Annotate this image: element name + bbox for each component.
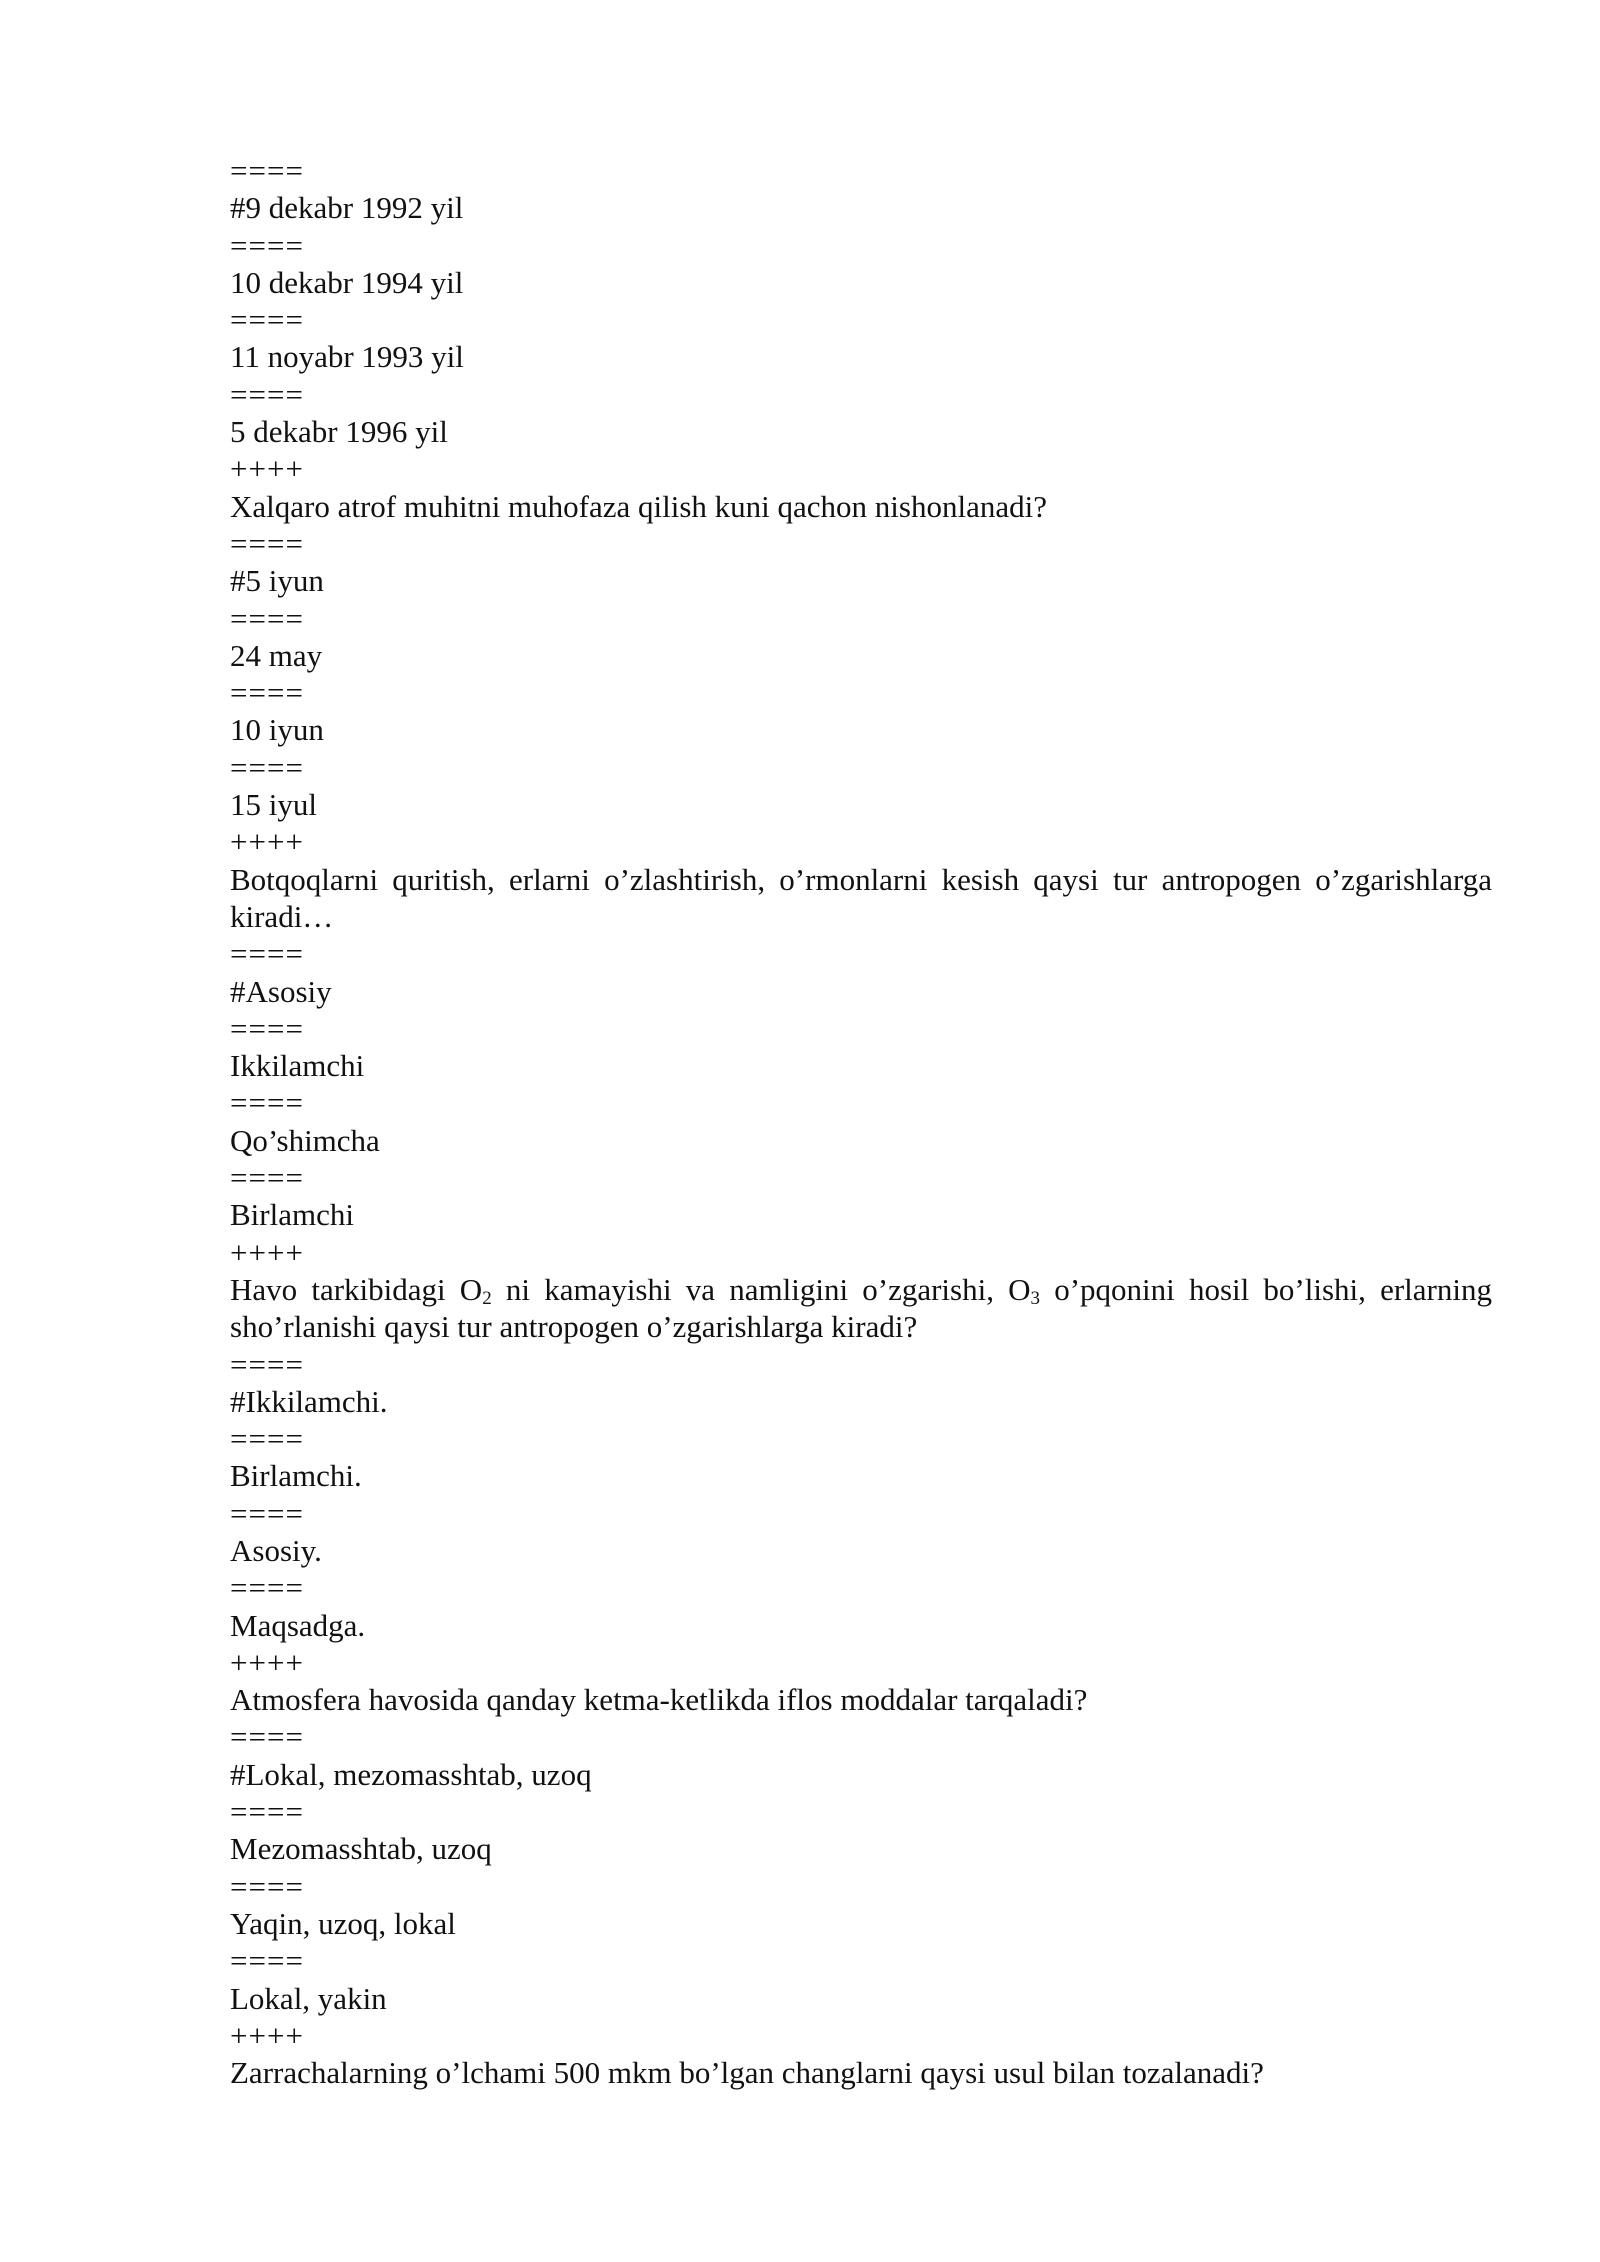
separator: ====: [230, 1868, 304, 1904]
answer-option: Asosiy.: [230, 1532, 322, 1568]
subscript-number: 3: [1030, 1287, 1041, 1309]
separator: ====: [230, 376, 304, 412]
answer-option: #Lokal, mezomasshtab, uzoq: [230, 1756, 592, 1792]
question-text: Zarrachalarning o’lchami 500 mkm bo’lgan changlarni qaysi usul bilan tozalanadi?: [230, 2055, 1264, 2091]
answer-option: 24 may: [230, 637, 323, 673]
answer-option: Yaqin, uzoq, lokal: [230, 1905, 456, 1941]
separator: ====: [230, 1421, 304, 1457]
separator: ====: [230, 1495, 304, 1531]
question-text: Xalqaro atrof muhitni muhofaza qilish kuni qachon nishonlanadi?: [230, 488, 1047, 524]
answer-option: 10 dekabr 1994 yil: [230, 264, 464, 300]
separator: ====: [230, 227, 304, 263]
question-separator: ++++: [230, 1234, 304, 1270]
question-separator: ++++: [230, 451, 304, 487]
question-separator: ++++: [230, 1644, 304, 1680]
answer-option: #5 iyun: [230, 563, 324, 599]
question-text-part: Havo tarkibidagi O: [230, 1271, 483, 1307]
answer-option: #9 dekabr 1992 yil: [230, 190, 464, 226]
separator: ====: [230, 153, 304, 188]
answer-option: Maqsadga.: [230, 1607, 366, 1643]
subscript-number: 2: [482, 1287, 492, 1309]
separator: ====: [230, 1010, 304, 1046]
answer-option: 10 iyun: [230, 712, 324, 748]
question-text-part: o’pqonini hosil bo’lishi, erlarning sho’rlanishi qaysi tur antropogen o’zgarishlarga kiradi?: [230, 1271, 1500, 1345]
answer-option: Ikkilamchi: [230, 1048, 365, 1084]
separator: ====: [230, 936, 304, 972]
question-separator: ++++: [230, 824, 304, 860]
question-separator: ++++: [230, 2017, 304, 2053]
document-body: [230, 152, 1500, 2091]
separator: ====: [230, 1943, 304, 1979]
separator: ====: [230, 1719, 304, 1755]
question-text-part: ni kamayishi va namligini o’zgarishi, O: [491, 1271, 1031, 1307]
question-text: [230, 1271, 1500, 1346]
question-text: Atmosfera havosida qanday ketma-ketlikda iflos moddalar tarqaladi?: [230, 1682, 1088, 1718]
answer-option: Qo’shimcha: [230, 1122, 380, 1158]
answer-option: 15 iyul: [230, 787, 317, 823]
separator: ====: [230, 1794, 304, 1830]
separator: ====: [230, 302, 304, 338]
answer-option: 5 dekabr 1996 yil: [230, 414, 448, 450]
answer-option: Birlamchi: [230, 1197, 354, 1233]
separator: ====: [230, 749, 304, 785]
answer-option: Lokal, yakin: [230, 1980, 387, 2016]
separator: ====: [230, 1346, 304, 1382]
answer-option: Birlamchi.: [230, 1458, 362, 1494]
separator: ====: [230, 1160, 304, 1196]
answer-option: #Ikkilamchi.: [230, 1383, 388, 1419]
answer-option: 11 noyabr 1993 yil: [230, 339, 464, 375]
separator: ====: [230, 675, 304, 711]
question-text: Botqoqlarni quritish, erlarni o’zlashtirish, o’rmonlarni kesish qaysi tur antropogen o’zgarishlarga kiradi…: [230, 861, 1500, 934]
separator: ====: [230, 525, 304, 561]
answer-option: Mezomasshtab, uzoq: [230, 1831, 492, 1867]
separator: ====: [230, 1085, 304, 1121]
separator: ====: [230, 600, 304, 636]
answer-option: #Asosiy: [230, 973, 332, 1009]
separator: ====: [230, 1570, 304, 1606]
